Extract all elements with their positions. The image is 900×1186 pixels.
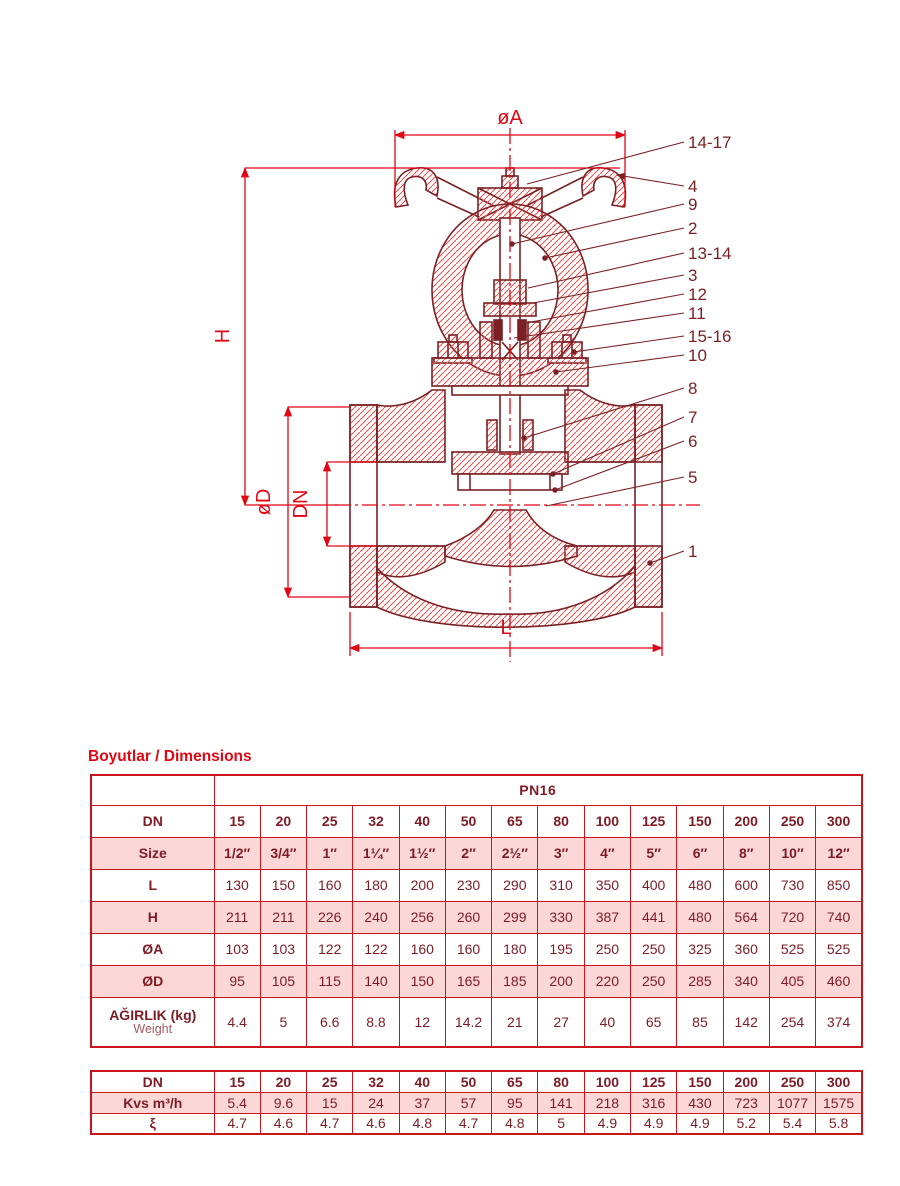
value-cell: 80 (538, 1071, 584, 1092)
value-cell: 240 (353, 901, 399, 933)
value-cell: 387 (584, 901, 630, 933)
value-cell: 250 (769, 1071, 815, 1092)
value-cell: 5.8 (816, 1113, 862, 1134)
value-cell: 564 (723, 901, 769, 933)
value-cell: 3″ (538, 837, 584, 869)
value-cell: 260 (445, 901, 491, 933)
value-cell: 150 (260, 869, 306, 901)
callout-1: 1 (688, 542, 698, 561)
callout-11: 11 (688, 304, 706, 323)
value-cell: 160 (445, 933, 491, 965)
value-cell: 40 (399, 805, 445, 837)
callout-numbers (688, 133, 731, 561)
value-cell: 230 (445, 869, 491, 901)
value-cell: 374 (816, 997, 862, 1047)
row-label: ØA (91, 933, 214, 965)
value-cell: 525 (816, 933, 862, 965)
value-cell: 5.4 (769, 1113, 815, 1134)
value-cell: 250 (769, 805, 815, 837)
value-cell: 12 (399, 997, 445, 1047)
table-row (91, 901, 862, 933)
section-title: Boyutlar / Dimensions (88, 748, 252, 765)
value-cell: 218 (584, 1092, 630, 1113)
value-cell: 40 (584, 997, 630, 1047)
value-cell: 360 (723, 933, 769, 965)
value-cell: 441 (631, 901, 677, 933)
dim-label-oa: øA (497, 107, 523, 129)
callout-4: 4 (688, 177, 698, 196)
value-cell: 32 (353, 805, 399, 837)
callout-10: 10 (688, 346, 707, 365)
value-cell: 6″ (677, 837, 723, 869)
value-cell: 1/2″ (214, 837, 260, 869)
value-cell: 250 (631, 933, 677, 965)
value-cell: 5″ (631, 837, 677, 869)
value-cell: 12″ (816, 837, 862, 869)
value-cell: 3/4″ (260, 837, 306, 869)
value-cell: 180 (492, 933, 538, 965)
table-row (91, 869, 862, 901)
value-cell: 1077 (769, 1092, 815, 1113)
header-corner-cell (91, 775, 214, 805)
callout-8: 8 (688, 379, 698, 398)
value-cell: 1¼″ (353, 837, 399, 869)
value-cell: 103 (214, 933, 260, 965)
value-cell: 15 (307, 1092, 353, 1113)
value-cell: 310 (538, 869, 584, 901)
value-cell: 50 (445, 805, 491, 837)
table-row (91, 1071, 862, 1092)
value-cell: 50 (445, 1071, 491, 1092)
value-cell: 4.4 (214, 997, 260, 1047)
value-cell: 525 (769, 933, 815, 965)
value-cell: 122 (353, 933, 399, 965)
value-cell: 5.2 (723, 1113, 769, 1134)
value-cell: 200 (723, 805, 769, 837)
value-cell: 15 (214, 1071, 260, 1092)
value-cell: 125 (631, 1071, 677, 1092)
value-cell: 300 (816, 805, 862, 837)
value-cell: 430 (677, 1092, 723, 1113)
table-header-row (91, 775, 862, 805)
value-cell: 211 (260, 901, 306, 933)
value-cell: 5 (538, 1113, 584, 1134)
callout-15-16: 15-16 (688, 327, 732, 346)
dimensions-table (90, 774, 863, 1048)
value-cell: 85 (677, 997, 723, 1047)
value-cell: 4.9 (631, 1113, 677, 1134)
value-cell: 200 (399, 869, 445, 901)
callout-9: 9 (688, 195, 698, 214)
row-label: DN (91, 1071, 214, 1092)
value-cell: 4″ (584, 837, 630, 869)
value-cell: 226 (307, 901, 353, 933)
value-cell: 142 (723, 997, 769, 1047)
value-cell: 211 (214, 901, 260, 933)
value-cell: 20 (260, 805, 306, 837)
table-row (91, 837, 862, 869)
value-cell: 14.2 (445, 997, 491, 1047)
value-cell: 103 (260, 933, 306, 965)
value-cell: 720 (769, 901, 815, 933)
value-cell: 141 (538, 1092, 584, 1113)
value-cell: 160 (399, 933, 445, 965)
value-cell: 2″ (445, 837, 491, 869)
row-label: ØD (91, 965, 214, 997)
value-cell: 285 (677, 965, 723, 997)
value-cell: 160 (307, 869, 353, 901)
value-cell: 600 (723, 869, 769, 901)
value-cell: 5.4 (214, 1092, 260, 1113)
value-cell: 5 (260, 997, 306, 1047)
value-cell: 150 (399, 965, 445, 997)
table-row (91, 805, 862, 837)
value-cell: 480 (677, 869, 723, 901)
row-label: Kvs m³/h (91, 1092, 214, 1113)
value-cell: 165 (445, 965, 491, 997)
valve-body-group (350, 168, 662, 627)
value-cell: 325 (677, 933, 723, 965)
value-cell: 95 (214, 965, 260, 997)
row-label: L (91, 869, 214, 901)
value-cell: 460 (816, 965, 862, 997)
pressure-class-header: PN16 (214, 775, 862, 805)
value-cell: 8″ (723, 837, 769, 869)
value-cell: 1575 (816, 1092, 862, 1113)
value-cell: 405 (769, 965, 815, 997)
table-row (91, 933, 862, 965)
table-row (91, 997, 862, 1047)
value-cell: 4.6 (260, 1113, 306, 1134)
flow-table (90, 1070, 863, 1135)
value-cell: 25 (307, 805, 353, 837)
value-cell: 140 (353, 965, 399, 997)
value-cell: 723 (723, 1092, 769, 1113)
value-cell: 730 (769, 869, 815, 901)
value-cell: 37 (399, 1092, 445, 1113)
value-cell: 4.7 (214, 1113, 260, 1134)
value-cell: 105 (260, 965, 306, 997)
value-cell: 250 (631, 965, 677, 997)
value-cell: 1½″ (399, 837, 445, 869)
value-cell: 32 (353, 1071, 399, 1092)
value-cell: 850 (816, 869, 862, 901)
callout-3: 3 (688, 266, 698, 285)
value-cell: 40 (399, 1071, 445, 1092)
dim-label-l: L (500, 617, 512, 639)
value-cell: 4.8 (399, 1113, 445, 1134)
dim-label-h: H (212, 328, 234, 344)
value-cell: 20 (260, 1071, 306, 1092)
value-cell: 150 (677, 1071, 723, 1092)
value-cell: 400 (631, 869, 677, 901)
table-row (91, 1092, 862, 1113)
callout-12: 12 (688, 285, 707, 304)
value-cell: 4.6 (353, 1113, 399, 1134)
value-cell: 115 (307, 965, 353, 997)
value-cell: 185 (492, 965, 538, 997)
row-label: DN (91, 805, 214, 837)
callout-13-14: 13-14 (688, 244, 732, 263)
value-cell: 25 (307, 1071, 353, 1092)
value-cell: 200 (538, 965, 584, 997)
value-cell: 65 (492, 805, 538, 837)
value-cell: 6.6 (307, 997, 353, 1047)
value-cell: 65 (492, 1071, 538, 1092)
value-cell: 299 (492, 901, 538, 933)
value-cell: 290 (492, 869, 538, 901)
value-cell: 27 (538, 997, 584, 1047)
callout-14-17: 14-17 (688, 133, 732, 152)
callout-2: 2 (688, 219, 698, 238)
value-cell: 24 (353, 1092, 399, 1113)
table-row (91, 965, 862, 997)
value-cell: 256 (399, 901, 445, 933)
value-cell: 100 (584, 805, 630, 837)
value-cell: 4.9 (677, 1113, 723, 1134)
value-cell: 340 (723, 965, 769, 997)
value-cell: 100 (584, 1071, 630, 1092)
value-cell: 9.6 (260, 1092, 306, 1113)
value-cell: 254 (769, 997, 815, 1047)
row-label: AĞIRLIK (kg) Weight (91, 997, 214, 1047)
value-cell: 220 (584, 965, 630, 997)
value-cell: 125 (631, 805, 677, 837)
dim-label-dn: DN (290, 489, 312, 519)
value-cell: 740 (816, 901, 862, 933)
value-cell: 130 (214, 869, 260, 901)
value-cell: 350 (584, 869, 630, 901)
callout-6: 6 (688, 432, 698, 451)
value-cell: 180 (353, 869, 399, 901)
value-cell: 316 (631, 1092, 677, 1113)
value-cell: 250 (584, 933, 630, 965)
value-cell: 10″ (769, 837, 815, 869)
value-cell: 4.7 (307, 1113, 353, 1134)
value-cell: 2½″ (492, 837, 538, 869)
value-cell: 65 (631, 997, 677, 1047)
value-cell: 4.8 (492, 1113, 538, 1134)
row-label: Size (91, 837, 214, 869)
value-cell: 21 (492, 997, 538, 1047)
value-cell: 195 (538, 933, 584, 965)
value-cell: 330 (538, 901, 584, 933)
value-cell: 1″ (307, 837, 353, 869)
value-cell: 8.8 (353, 997, 399, 1047)
value-cell: 4.7 (445, 1113, 491, 1134)
value-cell: 4.9 (584, 1113, 630, 1134)
row-label: H (91, 901, 214, 933)
value-cell: 122 (307, 933, 353, 965)
value-cell: 57 (445, 1092, 491, 1113)
value-cell: 95 (492, 1092, 538, 1113)
value-cell: 15 (214, 805, 260, 837)
callout-7: 7 (688, 408, 698, 427)
row-label: ξ (91, 1113, 214, 1134)
table-row (91, 1113, 862, 1134)
value-cell: 300 (816, 1071, 862, 1092)
value-cell: 200 (723, 1071, 769, 1092)
value-cell: 80 (538, 805, 584, 837)
value-cell: 150 (677, 805, 723, 837)
callout-5: 5 (688, 468, 698, 487)
value-cell: 480 (677, 901, 723, 933)
dim-label-od: øD (253, 488, 275, 516)
